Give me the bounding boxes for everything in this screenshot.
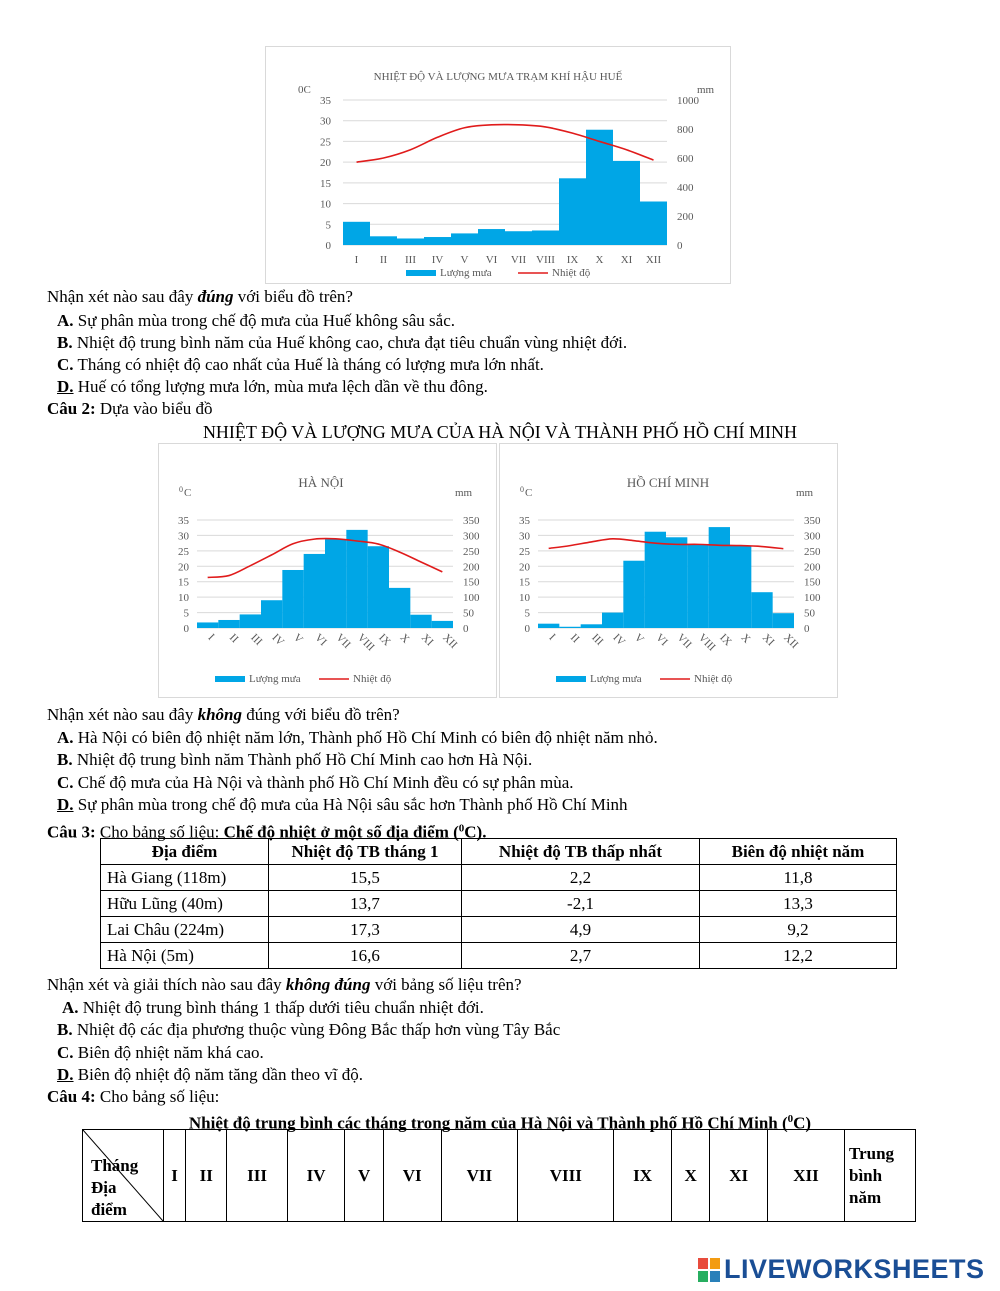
- table-cell: 9,2: [700, 917, 897, 943]
- legend-temp-label: Nhiệt độ: [353, 673, 392, 685]
- table-cell: 12,2: [700, 943, 897, 969]
- q3-header: Biên độ nhiệt năm: [700, 839, 897, 865]
- right-tick-label: 100: [463, 592, 480, 605]
- month-tick-label: VII: [510, 254, 527, 266]
- rain-bar: [532, 231, 559, 246]
- rain-bar: [218, 620, 239, 628]
- hcm-chart: [499, 443, 838, 698]
- q3-intro: Câu 3: Cho bảng số liệu: Chế độ nhiệt ở một số địa điểm ($^0$C).: [47, 822, 487, 842]
- left-tick-label: 20: [519, 561, 530, 574]
- left-unit-label: C: [184, 487, 192, 499]
- left-unit-label: C: [525, 487, 533, 499]
- q2-prompt: Nhận xét nào sau đây không đúng với biểu đồ trên?: [47, 705, 400, 724]
- table-cell: Hữu Lũng (40m): [101, 891, 269, 917]
- month-header: II: [186, 1130, 227, 1222]
- left-tick-label: 15: [519, 576, 530, 589]
- month-header: VII: [441, 1130, 518, 1222]
- month-header: I: [164, 1130, 186, 1222]
- q3-option-d[interactable]: D. Biên độ nhiệt độ năm tăng dần theo vĩ độ.: [57, 1065, 363, 1084]
- month-tick-label: XI: [620, 254, 633, 266]
- rain-bar: [645, 532, 666, 628]
- rain-bar: [282, 570, 303, 628]
- left-unit-label: 0C: [298, 84, 311, 96]
- month-tick-label: I: [354, 254, 359, 266]
- average-label-3: năm: [849, 1187, 882, 1207]
- rain-bar: [613, 161, 640, 245]
- month-tick-label: II: [379, 254, 388, 266]
- right-tick-label: 350: [463, 515, 480, 527]
- hcm-chart-svg: [500, 444, 837, 697]
- right-tick-label: 150: [463, 576, 480, 589]
- rain-bar: [397, 238, 424, 245]
- rain-bar: [751, 592, 772, 628]
- month-tick-label: XI: [759, 631, 777, 649]
- hanoi-chart-svg: [159, 444, 496, 697]
- q3-option-b[interactable]: B. Nhiệt độ các địa phương thuộc vùng Đông Bắc thấp hơn vùng Tây Bắc: [57, 1020, 561, 1039]
- right-tick-label: 0: [677, 240, 683, 252]
- rain-bar: [304, 554, 325, 628]
- left-tick-label: 30: [519, 530, 530, 543]
- corner-label-place-2: điểm: [91, 1200, 127, 1219]
- q4-corner-cell: [83, 1130, 164, 1222]
- left-tick-label: 15: [178, 576, 189, 589]
- rain-bar: [773, 613, 794, 628]
- rain-bar: [261, 600, 282, 628]
- rain-bar: [559, 178, 586, 245]
- table-cell: 16,6: [269, 943, 462, 969]
- table-cell: 2,7: [462, 943, 700, 969]
- rain-bar: [478, 229, 505, 245]
- q4-table: [82, 1129, 916, 1222]
- table-cell: 4,9: [462, 917, 700, 943]
- table-row: [101, 865, 897, 891]
- liveworksheets-logo-mark: [698, 1258, 720, 1283]
- legend-rain-swatch: [556, 676, 586, 682]
- month-tick-label: X: [738, 631, 753, 646]
- table-cell: 15,5: [269, 865, 462, 891]
- month-header: V: [345, 1130, 383, 1222]
- month-tick-label: IV: [610, 631, 628, 649]
- right-tick-label: 200: [677, 211, 694, 223]
- liveworksheets-logo-text: LIVEWORKSHEETS: [724, 1254, 985, 1284]
- left-tick-label: 35: [178, 515, 189, 527]
- right-tick-label: 300: [463, 530, 480, 543]
- right-tick-label: 50: [463, 607, 474, 620]
- month-tick-label: V: [631, 631, 646, 646]
- q3-header: Nhiệt độ TB thấp nhất: [462, 839, 700, 865]
- q2-option-b[interactable]: B. Nhiệt độ trung bình năm Thành phố Hồ Chí Minh cao hơn Hà Nội.: [57, 750, 533, 769]
- left-tick-label: 10: [519, 592, 530, 605]
- q2-option-d[interactable]: D. Sự phân mùa trong chế độ mưa của Hà Nội sâu sắc hơn Thành phố Hồ Chí Minh: [57, 795, 628, 814]
- left-tick-label: 30: [320, 115, 331, 128]
- month-tick-label: V: [290, 631, 305, 646]
- rain-bar: [623, 561, 644, 628]
- left-tick-label: 20: [320, 157, 331, 170]
- q3-prompt: Nhận xét và giải thích nào sau đây không đúng với bảng số liệu trên?: [47, 975, 522, 994]
- month-tick-label: VIII: [536, 254, 555, 266]
- rain-bar: [538, 624, 559, 628]
- right-unit-label: mm: [796, 487, 814, 499]
- month-tick-label: XII: [645, 254, 662, 266]
- table-cell: Hà Giang (118m): [101, 865, 269, 891]
- left-tick-label: 0: [325, 240, 331, 252]
- right-tick-label: 350: [804, 515, 821, 527]
- month-header: IV: [287, 1130, 345, 1222]
- rain-bar: [730, 546, 751, 628]
- rain-bar: [424, 237, 451, 245]
- average-label-2: bình: [849, 1165, 883, 1185]
- month-tick-label: VIII: [354, 631, 377, 654]
- legend-rain-label: Lượng mưa: [590, 673, 642, 685]
- rain-bar: [586, 130, 613, 245]
- month-tick-label: IX: [566, 254, 579, 266]
- q3-table: [100, 838, 897, 969]
- q3-option-c[interactable]: C. Biên độ nhiệt năm khá cao.: [57, 1043, 264, 1062]
- left-tick-label: 5: [325, 219, 331, 232]
- table-cell: 2,2: [462, 865, 700, 891]
- right-tick-label: 800: [677, 124, 694, 136]
- month-tick-label: X: [397, 631, 412, 646]
- month-tick-label: V: [460, 254, 469, 266]
- legend-rain-label: Lượng mưa: [249, 673, 301, 685]
- rain-bar: [602, 613, 623, 628]
- average-label-1: Trung: [849, 1143, 895, 1163]
- month-tick-label: XII: [781, 631, 801, 651]
- chart-title: NHIỆT ĐỘ VÀ LƯỢNG MƯA TRẠM KHÍ HẬU HUẾ: [373, 71, 623, 83]
- month-tick-label: I: [205, 631, 217, 643]
- month-tick-label: VII: [674, 631, 694, 651]
- legend-temp-label: Nhiệt độ: [694, 673, 733, 685]
- month-tick-label: VII: [333, 631, 353, 651]
- table-cell: -2,1: [462, 891, 700, 917]
- right-unit-label: mm: [455, 487, 473, 499]
- rain-bar: [346, 530, 367, 628]
- q4-intro: Câu 4: Cho bảng số liệu:: [47, 1087, 220, 1106]
- month-tick-label: VI: [485, 254, 498, 266]
- left-unit-sup: 0: [179, 485, 183, 494]
- table-cell: 13,7: [269, 891, 462, 917]
- right-tick-label: 1000: [677, 95, 699, 107]
- legend-temp-label: Nhiệt độ: [552, 267, 591, 279]
- q4-title: Nhiệt độ trung bình các tháng trong năm của Hà Nội và Thành phố Hồ Chí Minh ($^0$C): [188, 1113, 812, 1133]
- right-tick-label: 600: [677, 153, 694, 165]
- right-tick-label: 250: [804, 545, 821, 558]
- left-tick-label: 35: [320, 95, 331, 107]
- month-tick-label: IV: [269, 631, 287, 649]
- hue-chart-svg: [266, 47, 730, 283]
- q1-option-c[interactable]: C. Tháng có nhiệt độ cao nhất của Huế là tháng có lượng mưa lớn nhất.: [57, 355, 544, 374]
- month-header: XII: [768, 1130, 845, 1222]
- corner-label-month: Tháng: [91, 1156, 139, 1175]
- q1-option-b[interactable]: B. Nhiệt độ trung bình năm của Huế không cao, chưa đạt tiêu chuẩn vùng nhiệt đới.: [57, 333, 628, 352]
- left-tick-label: 10: [320, 198, 331, 211]
- left-tick-label: 0: [524, 623, 530, 635]
- left-tick-label: 30: [178, 530, 189, 543]
- left-tick-label: 25: [178, 545, 189, 558]
- rain-bar: [687, 545, 708, 628]
- average-header: [845, 1130, 916, 1222]
- q2-option-c[interactable]: C. Chế độ mưa của Hà Nội và thành phố Hồ Chí Minh đều có sự phân mùa.: [57, 773, 574, 792]
- left-unit-sup: 0: [520, 485, 524, 494]
- month-tick-label: I: [546, 631, 558, 643]
- chart-title: HÀ NỘI: [298, 475, 344, 490]
- corner-label-place-1: Địa: [91, 1178, 117, 1197]
- q4-header-row: [83, 1130, 916, 1222]
- chart-title: HỒ CHÍ MINH: [626, 475, 710, 490]
- table-row: [101, 891, 897, 917]
- rain-bar: [640, 202, 667, 246]
- month-tick-label: III: [248, 631, 265, 648]
- month-tick-label: XII: [440, 631, 460, 651]
- left-tick-label: 35: [519, 515, 530, 527]
- rain-bar: [240, 614, 261, 628]
- rain-bar: [581, 624, 602, 628]
- table-row: [101, 917, 897, 943]
- rain-bar: [370, 236, 397, 245]
- month-tick-label: VIII: [695, 631, 718, 654]
- rain-bar: [197, 622, 218, 628]
- q3-header: Địa điểm: [101, 839, 269, 865]
- rain-bar: [666, 537, 687, 628]
- month-header: IX: [614, 1130, 672, 1222]
- right-tick-label: 300: [804, 530, 821, 543]
- month-tick-label: IV: [431, 254, 444, 266]
- month-tick-label: IX: [376, 631, 393, 649]
- month-header: III: [227, 1130, 287, 1222]
- q3-header: Nhiệt độ TB tháng 1: [269, 839, 462, 865]
- right-tick-label: 0: [463, 623, 469, 635]
- table-row: [101, 943, 897, 969]
- month-header: XI: [710, 1130, 768, 1222]
- left-tick-label: 15: [320, 177, 331, 190]
- table-cell: 17,3: [269, 917, 462, 943]
- right-tick-label: 0: [804, 623, 810, 635]
- left-tick-label: 25: [519, 545, 530, 558]
- month-tick-label: II: [567, 631, 582, 646]
- rain-bar: [343, 222, 370, 245]
- q1-prompt: Nhận xét nào sau đây đúng với biểu đồ trên?: [47, 287, 353, 306]
- rain-bar: [325, 539, 346, 628]
- month-header: X: [671, 1130, 709, 1222]
- hue-chart: [265, 46, 731, 284]
- month-tick-label: III: [405, 254, 416, 266]
- table-cell: 11,8: [700, 865, 897, 891]
- legend-rain-swatch: [406, 270, 436, 276]
- legend-rain-swatch: [215, 676, 245, 682]
- rain-bar: [410, 615, 431, 628]
- legend-rain-label: Lượng mưa: [440, 267, 492, 279]
- table-cell: Hà Nội (5m): [101, 943, 269, 969]
- month-header: VIII: [518, 1130, 614, 1222]
- q2-intro: Câu 2: Dựa vào biểu đồ: [47, 399, 213, 418]
- left-tick-label: 25: [320, 136, 331, 149]
- left-tick-label: 10: [178, 592, 189, 605]
- right-tick-label: 100: [804, 592, 821, 605]
- month-header: VI: [383, 1130, 441, 1222]
- rain-bar: [559, 627, 580, 628]
- right-tick-label: 200: [463, 561, 480, 574]
- left-tick-label: 5: [524, 607, 530, 620]
- q3-option-a[interactable]: A. Nhiệt độ trung bình tháng 1 thấp dưới tiêu chuẩn nhiệt đới.: [62, 998, 484, 1017]
- right-unit-label: mm: [697, 84, 715, 96]
- rain-bar: [389, 588, 410, 628]
- q1-option-a[interactable]: A. Sự phân mùa trong chế độ mưa của Huế không sâu sắc.: [57, 311, 456, 330]
- right-tick-label: 150: [804, 576, 821, 589]
- month-tick-label: III: [589, 631, 606, 648]
- table-cell: 13,3: [700, 891, 897, 917]
- left-tick-label: 20: [178, 561, 189, 574]
- month-tick-label: IX: [717, 631, 734, 649]
- left-tick-label: 0: [183, 623, 189, 635]
- month-tick-label: XI: [418, 631, 436, 649]
- right-tick-label: 200: [804, 561, 821, 574]
- month-tick-label: VI: [312, 631, 329, 649]
- table-cell: Lai Châu (224m): [101, 917, 269, 943]
- left-tick-label: 5: [183, 607, 189, 620]
- q2-title: NHIỆT ĐỘ VÀ LƯỢNG MƯA CỦA HÀ NỘI VÀ THÀNH PHỐ HỒ CHÍ MINH: [202, 422, 798, 442]
- rain-bar: [709, 527, 730, 628]
- q2-option-a[interactable]: A. Hà Nội có biên độ nhiệt năm lớn, Thành phố Hồ Chí Minh có biên độ nhiệt năm nhỏ.: [57, 728, 658, 747]
- rain-bar: [368, 546, 389, 628]
- q3-header-row: [101, 839, 897, 865]
- hanoi-chart: [158, 443, 497, 698]
- month-tick-label: X: [595, 254, 604, 266]
- right-tick-label: 250: [463, 545, 480, 558]
- right-tick-label: 50: [804, 607, 815, 620]
- q1-option-d[interactable]: D. Huế có tổng lượng mưa lớn, mùa mưa lệch dần về thu đông.: [57, 377, 488, 396]
- rain-bar: [432, 621, 453, 628]
- month-tick-label: VI: [653, 631, 670, 649]
- right-tick-label: 400: [677, 182, 694, 194]
- rain-bar: [451, 233, 478, 245]
- month-tick-label: II: [226, 631, 241, 646]
- rain-bar: [505, 231, 532, 245]
